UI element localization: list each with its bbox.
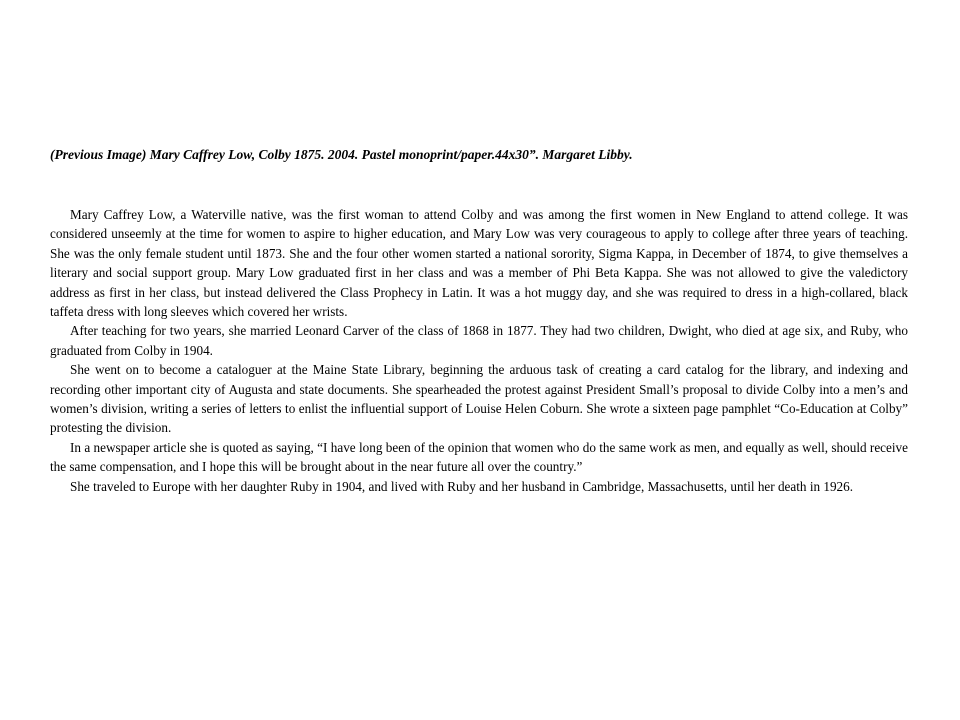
biography-text xyxy=(50,205,908,496)
paragraph-quote: In a newspaper article she is quoted as saying, “I have long been of the opinion that women who do the same work as men, and equally as well, should receive the same compensation, and I hope this will be brought about in the near future all over the country.” xyxy=(50,439,908,475)
image-caption: (Previous Image) Mary Caffrey Low, Colby 1875. 2004. Pastel monoprint/paper.44x30”. Margaret Libby. xyxy=(50,147,633,162)
paragraph-later-life: She traveled to Europe with her daughter Ruby in 1904, and lived with Ruby and her husband in Cambridge, Massachusetts, until her death in 1926. xyxy=(70,478,854,494)
paragraph-intro: Mary Caffrey Low, a Waterville native, was the first woman to attend Colby and was among the first women in New England to attend college. It was considered unseemly at the time for women to aspire to higher education, and Mary Low was very courageous to apply to college after three years of teaching. She was the only female student until 1873. She and the four other women started a national sorority, Sigma Kappa, in December of 1874, to give themselves a literary and social support group. Mary Low graduated first in her class and was a member of Phi Beta Kappa. She was not allowed to give the valedictory address as first in her class, but instead delivered the Class Prophecy in Latin. It was a hot muggy day, and she was required to dress in a high-collared, black taffeta dress with long sleeves which covered her wrists. xyxy=(50,207,908,320)
paragraph-marriage: After teaching for two years, she married Leonard Carver of the class of 1868 in 1877. They had two children, Dwight, who died at age six, and Ruby, who graduated from Colby in 1904. xyxy=(50,323,908,358)
paragraph-career: She went on to become a cataloguer at the Maine State Library, beginning the arduous task of creating a card catalog for the library, and indexing and recording other important city of Augusta and state documents. She spearheaded the protest against President Small’s proposal to divide Colby into a men’s and women’s division, writing a series of letters to enlist the influential support of Louise Helen Coburn. She wrote a sixteen page pamphlet “Co-Education at Colby” protesting the division. xyxy=(50,362,908,436)
